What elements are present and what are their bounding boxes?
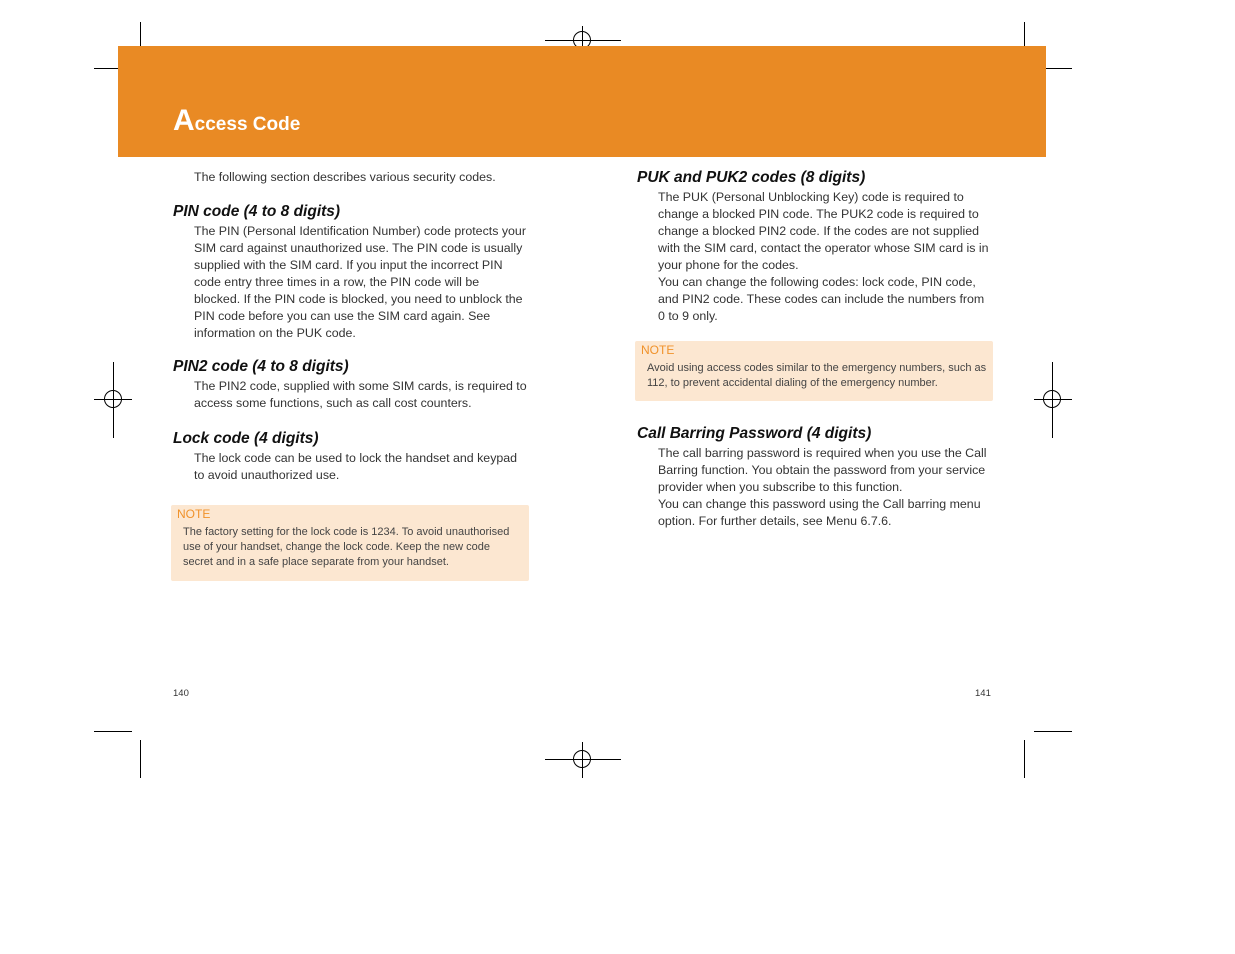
page-number-left: 140: [173, 688, 189, 699]
pin-section-title: PIN code (4 to 8 digits): [173, 203, 341, 220]
note-line: 112, to prevent accidental dialing of the emergency number.: [647, 377, 938, 389]
pin2-line: access some functions, such as call cost counters.: [194, 396, 472, 410]
note-label: NOTE: [641, 343, 675, 357]
title-initial: A: [173, 104, 195, 137]
puk-line: 0 to 9 only.: [658, 309, 718, 323]
barring-line: Barring function. You obtain the password from your service: [658, 463, 986, 477]
page-number-right: 141: [975, 688, 991, 699]
pin-line: supplied with the SIM card. If you input the incorrect PIN: [194, 258, 503, 272]
lock-section-body: [194, 450, 517, 484]
lock-line: to avoid unauthorized use.: [194, 468, 340, 482]
note-line: Avoid using access codes similar to the emergency numbers, such as: [647, 362, 987, 374]
pin2-section-body: [194, 378, 527, 412]
pin-line: code entry three times in a row, the PIN code will be: [194, 275, 480, 289]
puk-section-title: PUK and PUK2 codes (8 digits): [637, 169, 866, 186]
pin-section-body: [194, 223, 526, 342]
lock-code-note: [171, 505, 529, 581]
puk-line: The PUK (Personal Unblocking Key) code is required to: [658, 190, 964, 204]
pin-line: The PIN (Personal Identification Number) code protects your: [194, 224, 526, 238]
note-line: The factory setting for the lock code is 1234. To avoid unauthorised: [183, 526, 510, 538]
note-label: NOTE: [177, 507, 211, 521]
title-rest: ccess Code: [194, 114, 301, 135]
header-banner: [118, 46, 1046, 157]
emergency-note: [635, 341, 993, 401]
note-text: [183, 525, 509, 570]
puk-line: with the SIM card, contact the operator whose SIM card is in: [658, 241, 989, 255]
pin2-line: The PIN2 code, supplied with some SIM cards, is required to: [194, 379, 527, 393]
puk-line: You can change the following codes: lock code, PIN code,: [658, 275, 976, 289]
lock-section-title: Lock code (4 digits): [173, 430, 319, 447]
page-title: [173, 106, 300, 136]
puk-section-body: [658, 189, 989, 325]
note-text: [647, 361, 986, 391]
puk-line: change a blocked PIN code. The PUK2 code is required to: [658, 207, 979, 221]
pin-line: information on the PUK code.: [194, 326, 356, 340]
note-line: use of your handset, change the lock code. Keep the new code: [183, 541, 490, 553]
puk-line: and PIN2 code. These codes can include the numbers from: [658, 292, 985, 306]
note-line: secret and in a safe place separate from your handset.: [183, 556, 449, 568]
puk-line: change a blocked PIN2 code. If the codes are not supplied: [658, 224, 979, 238]
barring-line: provider when you subscribe to this function.: [658, 480, 903, 494]
barring-section-body: [658, 445, 987, 530]
pin-line: SIM card against unauthorized use. The PIN code is usually: [194, 241, 523, 255]
pin-line: blocked. If the PIN code is blocked, you need to unblock the: [194, 292, 523, 306]
puk-line: your phone for the codes.: [658, 258, 799, 272]
pin2-section-title: PIN2 code (4 to 8 digits): [173, 358, 349, 375]
barring-line: The call barring password is required when you use the Call: [658, 446, 987, 460]
lock-line: The lock code can be used to lock the handset and keypad: [194, 451, 518, 465]
barring-section-title: Call Barring Password (4 digits): [637, 425, 872, 442]
barring-line: option. For further details, see Menu 6.7.6.: [658, 514, 892, 528]
intro-text: The following section describes various security codes.: [194, 170, 496, 184]
barring-line: You can change this password using the Call barring menu: [658, 497, 981, 511]
pin-line: PIN code before you can use the SIM card again. See: [194, 309, 491, 323]
